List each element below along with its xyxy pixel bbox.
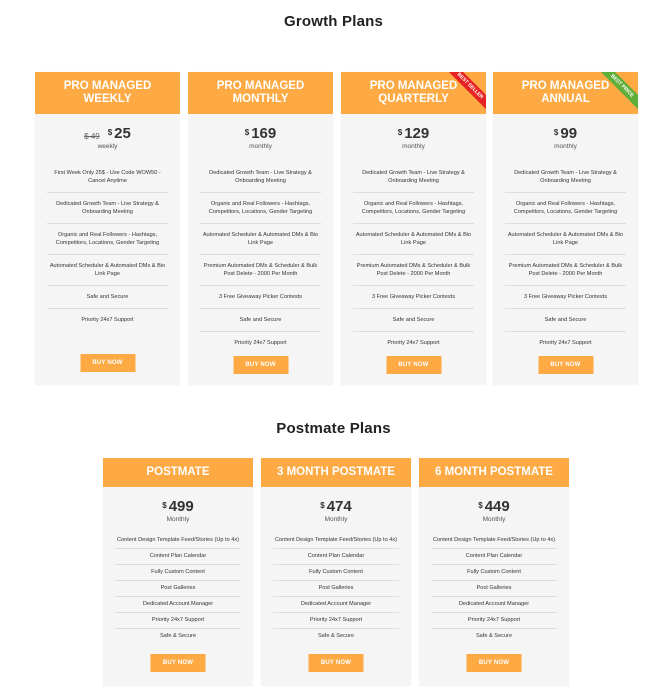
price-period: Monthly	[482, 516, 506, 523]
currency-symbol: $	[397, 128, 403, 137]
price-period: monthly	[554, 143, 577, 150]
feature-item: First Week Only 25$ - Use Code WOW50 - Cancel Anytime	[47, 162, 168, 193]
feature-item: Safe and Secure	[47, 286, 168, 309]
feature-list	[47, 162, 168, 331]
plan-name: PRO MANAGED WEEKLY	[35, 72, 180, 114]
buy-now-button[interactable]: BUY NOW	[538, 356, 593, 374]
postmate-plans-title: Postmate Plans	[276, 420, 391, 437]
feature-item: Dedicated Account Manager	[273, 597, 399, 613]
price-amount: 129	[404, 125, 430, 142]
feature-item: Content Design Template Feed/Stories (Up to 4x)	[115, 533, 241, 549]
currency-symbol: $	[107, 128, 113, 137]
feature-item: Priority 24x7 Support	[431, 613, 557, 629]
buy-now-button[interactable]: BUY NOW	[80, 354, 135, 372]
feature-item: Safe and Secure	[353, 309, 474, 332]
price-block	[341, 126, 486, 150]
buy-now-button[interactable]: BUY NOW	[467, 654, 522, 672]
feature-item: Safe and Secure	[200, 309, 321, 332]
price-block	[35, 126, 180, 150]
growth-plans-title: Growth Plans	[283, 13, 384, 30]
feature-item: Fully Custom Content	[115, 565, 241, 581]
buy-now-button[interactable]: BUY NOW	[233, 356, 288, 374]
feature-item: Priority 24x7 Support	[387, 340, 440, 346]
feature-item: Priority 24x7 Support	[234, 340, 287, 346]
feature-item: Organic and Real Followers - Hashtags, Competitors, Locations, Gender Targeting	[200, 193, 321, 224]
plan-name: POSTMATE	[103, 458, 253, 487]
feature-item: Organic and Real Followers - Hashtags, Competitors, Locations, Gender Targeting	[505, 193, 626, 224]
feature-item: Safe & Secure	[317, 633, 355, 639]
feature-item: Premium Automated DMs & Scheduler & Bulk Post Delete - 2000 Per Month	[353, 255, 474, 286]
feature-item: 3 Free Giveaway Picker Contests	[505, 286, 626, 309]
currency-symbol: $	[553, 128, 559, 137]
feature-item: Automated Scheduler & Automated DMs & Bio Link Page	[353, 224, 474, 255]
feature-item: Priority 24x7 Support	[81, 317, 134, 323]
price-period: monthly	[249, 143, 272, 150]
feature-list	[115, 533, 241, 644]
feature-item: Automated Scheduler & Automated DMs & Bio Link Page	[505, 224, 626, 255]
feature-item: Content Plan Calendar	[115, 549, 241, 565]
price-amount: 449	[484, 498, 510, 515]
currency-symbol: $	[244, 128, 250, 137]
plan-card-monthly	[188, 72, 333, 385]
feature-item: Dedicated Growth Team - Live Strategy & Onboarding Meeting	[47, 193, 168, 224]
price-amount: 474	[326, 498, 352, 515]
feature-item: Priority 24x7 Support	[539, 340, 592, 346]
plan-name: 3 MONTH POSTMATE	[261, 458, 411, 487]
feature-item: Content Design Template Feed/Stories (Up to 4x)	[273, 533, 399, 549]
feature-item: Automated Scheduler & Automated DMs & Bio Link Page	[47, 255, 168, 286]
feature-item: Content Design Template Feed/Stories (Up to 4x)	[431, 533, 557, 549]
plan-card-6-month-postmate	[419, 458, 569, 686]
price-block	[103, 499, 253, 523]
price-period: Monthly	[324, 516, 348, 523]
plan-name: 6 MONTH POSTMATE	[419, 458, 569, 487]
feature-item: Dedicated Growth Team - Live Strategy & Onboarding Meeting	[353, 162, 474, 193]
feature-item: Dedicated Growth Team - Live Strategy & Onboarding Meeting	[200, 162, 321, 193]
plan-card-weekly	[35, 72, 180, 385]
price-block	[493, 126, 638, 150]
currency-symbol: $	[320, 501, 325, 510]
feature-item: Organic and Real Followers - Hashtags, Competitors, Locations, Gender Targeting	[353, 193, 474, 224]
feature-item: Priority 24x7 Support	[273, 613, 399, 629]
price-period: monthly	[402, 143, 425, 150]
feature-item: Safe & Secure	[159, 633, 197, 639]
plan-card-quarterly	[341, 72, 486, 385]
feature-list	[431, 533, 557, 644]
plan-card-3-month-postmate	[261, 458, 411, 686]
feature-item: Post Galleries	[431, 581, 557, 597]
feature-item: Premium Automated DMs & Scheduler & Bulk Post Delete - 2000 Per Month	[200, 255, 321, 286]
plan-card-annual	[493, 72, 638, 385]
feature-item: Fully Custom Content	[273, 565, 399, 581]
feature-item: Post Galleries	[273, 581, 399, 597]
feature-item: Premium Automated DMs & Scheduler & Bulk Post Delete - 2000 Per Month	[505, 255, 626, 286]
feature-item: Post Galleries	[115, 581, 241, 597]
currency-symbol: $	[162, 501, 167, 510]
feature-list	[200, 162, 321, 354]
feature-item: Fully Custom Content	[431, 565, 557, 581]
price-amount: 25	[114, 125, 131, 142]
price-block	[261, 499, 411, 523]
best-price-ribbon: BEST PRICE	[596, 72, 638, 114]
price-amount: 169	[251, 125, 277, 142]
buy-now-button[interactable]: BUY NOW	[309, 654, 364, 672]
old-price: $ 49	[84, 132, 100, 141]
price-period: weekly	[97, 143, 118, 150]
feature-item: Dedicated Growth Team - Live Strategy & Onboarding Meeting	[505, 162, 626, 193]
best-seller-ribbon: BEST SELLER	[444, 72, 486, 114]
price-amount: 99	[560, 125, 578, 142]
currency-symbol: $	[478, 501, 483, 510]
feature-item: Dedicated Account Manager	[115, 597, 241, 613]
feature-item: Content Plan Calendar	[431, 549, 557, 565]
feature-list	[273, 533, 399, 644]
plan-name: PRO MANAGED ANNUAL	[493, 72, 638, 114]
feature-item: Priority 24x7 Support	[115, 613, 241, 629]
feature-list	[353, 162, 474, 354]
buy-now-button[interactable]: BUY NOW	[386, 356, 441, 374]
feature-item: 3 Free Giveaway Picker Contests	[353, 286, 474, 309]
buy-now-button[interactable]: BUY NOW	[151, 654, 206, 672]
price-amount: 499	[168, 498, 194, 515]
feature-item: Automated Scheduler & Automated DMs & Bio Link Page	[200, 224, 321, 255]
plan-card-postmate	[103, 458, 253, 686]
feature-item: Safe & Secure	[475, 633, 513, 639]
feature-item: 3 Free Giveaway Picker Contests	[200, 286, 321, 309]
feature-list	[505, 162, 626, 354]
plan-name: PRO MANAGED MONTHLY	[188, 72, 333, 114]
price-block	[419, 499, 569, 523]
price-block	[188, 126, 333, 150]
plan-name: PRO MANAGED QUARTERLY	[341, 72, 486, 114]
price-period: Monthly	[166, 516, 190, 523]
feature-item: Content Plan Calendar	[273, 549, 399, 565]
feature-item: Safe and Secure	[505, 309, 626, 332]
feature-item: Organic and Real Followers - Hashtags, Competitors, Locations, Gender Targeting	[47, 224, 168, 255]
feature-item: Dedicated Account Manager	[431, 597, 557, 613]
